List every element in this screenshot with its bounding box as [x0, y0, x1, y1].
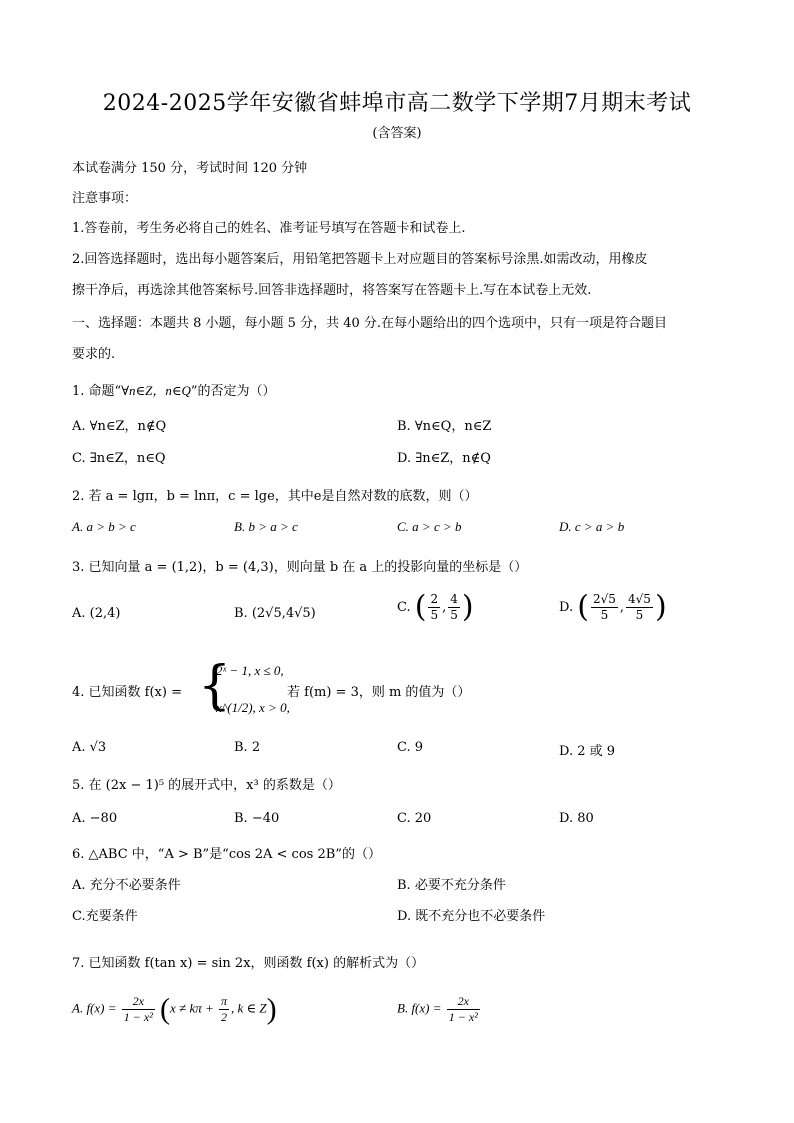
- question-1-stem-post: ”的否定为（）: [190, 384, 276, 399]
- section-1-heading-line-1: 一、选择题：本题共 8 小题，每小题 5 分，共 40 分.在每小题给出的四个选项中，只有一项是符合题目: [72, 316, 668, 331]
- question-3-option-d: D. ( $\frac{2√5}{5}$ , $\frac{4√5}{5}$ ): [559, 589, 667, 625]
- question-4-option-d: D. 2 或 9: [559, 744, 616, 759]
- question-7-option-a-condition-numerator: π: [221, 994, 228, 1008]
- question-6-stem: 6. △ABC 中，“A > B”是“cos 2A < cos 2B”的（）: [72, 847, 381, 862]
- question-7-option-a-fraction: [122, 994, 155, 1025]
- question-7-option-b: [397, 994, 482, 1025]
- question-3-option-c-numerator-2: 4: [450, 592, 458, 606]
- question-3-option-d-denominator-1: 5: [600, 608, 609, 622]
- question-1-option-a: A. ∀n∈Z，n∉Q: [72, 419, 167, 434]
- question-7-option-b-fraction: [447, 994, 480, 1025]
- question-2-option-b: B. b > a > c: [234, 519, 298, 534]
- question-1-option-b: B. ∀n∈Q，n∈Z: [397, 419, 492, 434]
- question-3-option-c: C. ( $\frac{2}{5}$ , $\frac{4}{5}$ ): [397, 589, 474, 625]
- question-7-stem: 7. 已知函数 f(tan x) = sin 2x，则函数 f(x) 的解析式为（）: [72, 956, 425, 971]
- question-7-option-b-label: B. f(x) =: [397, 1000, 442, 1016]
- question-5-option-d: D. 80: [559, 811, 594, 826]
- question-2-stem: 2. 若 a = lgπ，b = lnπ，c = lge，其中e是自然对数的底数，则（）: [72, 489, 478, 504]
- page-title: 2024-2025学年安徽省蚌埠市高二数学下学期7月期末考试: [102, 91, 692, 116]
- question-4-stem-post: 若 f(m) = 3，则 m 的值为（）: [287, 685, 471, 700]
- question-7-option-a-denominator: 1 − x²: [123, 1010, 153, 1024]
- question-3-option-c-denominator-2: 5: [450, 608, 458, 622]
- question-3-option-d-denominator-2: 5: [635, 608, 644, 622]
- question-1-option-d: D. ∃n∈Z，n∉Q: [397, 451, 491, 466]
- question-7-option-a: A. f(x) = $\frac{2x}{\text{1 − x²}}$ (x ≠ kπ + $\frac{\pi}{2}$ , k ∈ Z): [72, 992, 277, 1026]
- question-3-option-c-numerator-1: 2: [430, 592, 439, 606]
- note-1: 1.答卷前，考生务必将自己的姓名、准考证号填写在答题卡和试卷上.: [72, 221, 466, 236]
- question-2-option-d: D. c > a > b: [559, 519, 625, 534]
- question-7-option-b-denominator: 1 − x²: [448, 1010, 478, 1024]
- question-1-stem-pre: 1. 命题“: [72, 384, 122, 399]
- question-3-option-c-fraction-1: [428, 592, 440, 623]
- question-5-option-c: C. 20: [397, 811, 432, 826]
- question-4-piece-2: x^(1/2), x > 0,: [216, 700, 290, 715]
- question-3-option-d-numerator-2: 4√5: [628, 592, 651, 606]
- page-subtitle: (含答案): [372, 126, 422, 141]
- question-1-stem: [72, 380, 276, 399]
- question-7-option-a-condition-fraction: [219, 994, 229, 1025]
- question-6-option-c: C.充要条件: [72, 909, 138, 924]
- question-7-option-a-condition-pre: x ≠ kπ +: [170, 1000, 214, 1016]
- question-3-option-c-label: C.: [397, 600, 411, 615]
- question-3-option-d-numerator-1: 2√5: [592, 592, 616, 606]
- question-3-option-b: B. (2√5,4√5): [234, 606, 316, 621]
- question-4-option-a: A. √3: [72, 740, 107, 755]
- question-3-option-d-fraction-2: [626, 592, 653, 623]
- question-7-option-a-numerator: 2x: [122, 994, 155, 1010]
- question-5-stem: 5. 在 (2x − 1)⁵ 的展开式中，x³ 的系数是（）: [72, 778, 341, 793]
- question-3-option-d-label: D.: [559, 600, 574, 615]
- section-1-heading-line-2: 要求的.: [72, 347, 116, 362]
- question-3-option-a: A. (2,4): [72, 606, 121, 621]
- question-3-option-c-denominator-1: 5: [430, 608, 439, 622]
- question-6-option-d: D. 既不充分也不必要条件: [397, 909, 546, 924]
- question-2-option-c: C. a > c > b: [397, 519, 462, 534]
- question-3-option-d-fraction-1: [591, 592, 618, 623]
- question-6-option-b: B. 必要不充分条件: [397, 878, 506, 893]
- note-2-line-1: 2.回答选择题时，选出每小题答案后，用铅笔把答题卡上对应题目的答案标号涂黑.如需改动，用橡皮: [72, 252, 648, 267]
- question-4-option-c: C. 9: [397, 740, 424, 755]
- question-2-option-a: A. a > b > c: [72, 519, 136, 534]
- question-7-option-a-label: A. f(x) =: [72, 1000, 117, 1016]
- note-2-line-2: 擦干净后，再选涂其他答案标号.回答非选择题时，将答案写在答题卡上.写在本试卷上无效.: [72, 283, 592, 298]
- question-1-stem-math: ∀n∈Z，n∈Q: [121, 383, 191, 398]
- question-4-piece-1: 2ˣ − 1, x ≤ 0,: [216, 663, 284, 678]
- question-4-stem-pre: 4. 已知函数 f(x) =: [72, 685, 182, 700]
- piecewise-brace-icon: {: [198, 656, 232, 716]
- question-1-option-c: C. ∃n∈Z，n∈Q: [72, 451, 166, 466]
- question-7-option-a-condition-post: , k ∈ Z: [231, 1000, 267, 1016]
- question-3-stem: 3. 已知向量 a = (1,2)，b = (4,3)，则向量 b 在 a 上的投影向量的坐标是（）: [72, 560, 528, 575]
- question-4-option-b: B. 2: [234, 740, 261, 755]
- question-7-option-a-condition-denominator: 2: [221, 1010, 228, 1024]
- question-6-option-a: A. 充分不必要条件: [72, 878, 181, 893]
- exam-intro: 本试卷满分 150 分，考试时间 120 分钟: [72, 161, 308, 176]
- question-3-option-c-fraction-2: [448, 592, 460, 623]
- question-5-option-b: B. −40: [234, 811, 280, 826]
- question-7-option-b-numerator: 2x: [447, 994, 480, 1010]
- notes-heading: 注意事项：: [72, 191, 138, 206]
- question-5-option-a: A. −80: [72, 811, 118, 826]
